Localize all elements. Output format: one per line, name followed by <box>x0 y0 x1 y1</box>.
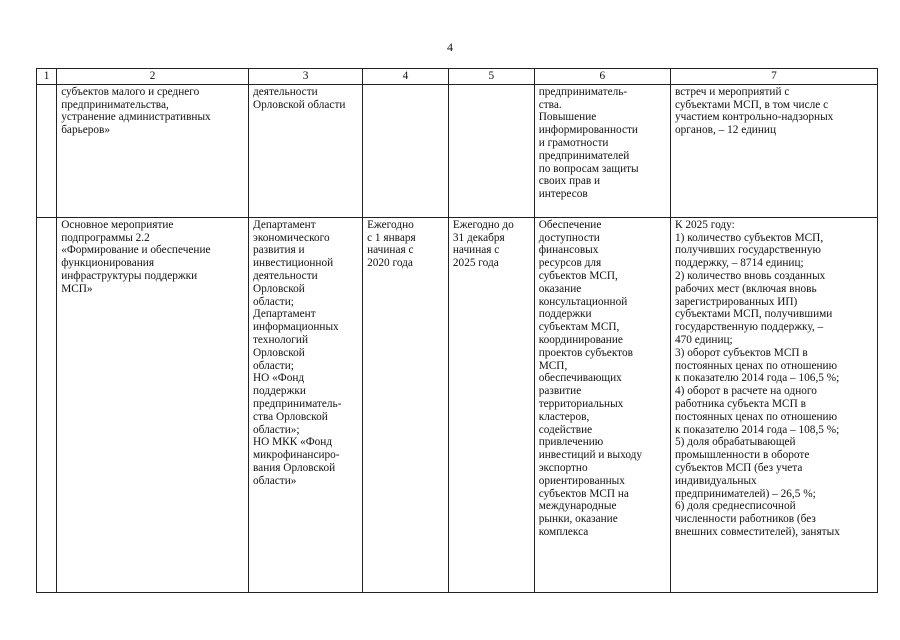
row1-col3-executor: деятельности Орловской области <box>249 84 363 217</box>
row1-col6-result: предприниматель- ства. Повышение информированности и грамотности предпринимателей по вопросам защиты своих прав и интересов <box>534 84 670 217</box>
column-header-1: 1 <box>37 69 57 85</box>
row2-col4-start: Ежегодно с 1 января начиная с 2020 года <box>363 217 449 592</box>
row1-col4-start <box>363 84 449 217</box>
row1-col7-indicators: встреч и мероприятий с субъектами МСП, в том числе с участием контрольно-надзорных органов, – 12 единиц <box>670 84 877 217</box>
program-table <box>36 68 878 593</box>
table-header-row <box>37 69 878 85</box>
row2-col2-event-name: Основное мероприятие подпрограммы 2.2 «Формирование и обеспечение функционирования инфраструктуры поддержки МСП» <box>57 217 249 592</box>
column-header-5: 5 <box>448 69 534 85</box>
row2-col1-number <box>37 217 57 592</box>
row2-col6-result: Обеспечение доступности финансовых ресурсов для субъектов МСП, оказание консультационной поддержки субъектам МСП, координирование проектов субъектов МСП, обеспечивающих развитие территориальных кластеров, содействие привлечению инвестиций и выходу экспортно ориентированных субъектов МСП на международные рынки, оказание комплекса <box>534 217 670 592</box>
row2-col3-executor: Департамент экономического развития и инвестиционной деятельности Орловской области; Департамент информационных технологий Орловской области; НО «Фонд поддержки предприниматель- ства Орловской области»; НО МКК «Фонд микрофинансиро- вания Орловской области» <box>249 217 363 592</box>
column-header-2: 2 <box>57 69 249 85</box>
column-header-3: 3 <box>249 69 363 85</box>
column-header-7: 7 <box>670 69 877 85</box>
row1-col5-end <box>448 84 534 217</box>
table-row <box>37 84 878 217</box>
column-header-6: 6 <box>534 69 670 85</box>
column-header-4: 4 <box>363 69 449 85</box>
table-row <box>37 217 878 592</box>
row2-col7-indicators: К 2025 году: 1) количество субъектов МСП, получивших государственную поддержку, – 8714 единиц; 2) количество вновь созданных рабочих мест (включая вновь зарегистрированных ИП) субъектами МСП, получившими государственную поддержку, – 470 единиц; 3) оборот субъектов МСП в постоянных ценах по отношению к показателю 2014 года – 106,5 %; 4) оборот в расчете на одного работника субъекта МСП в постоянных ценах по отношению к показателю 2014 года – 108,5 %; 5) доля обрабатывающей промышленности в обороте субъектов МСП (без учета индивидуальных предпринимателей) – 26,5 %; 6) доля среднесписочной численности работников (без внешних совместителей), занятых <box>670 217 877 592</box>
page-number: 4 <box>447 40 453 54</box>
row1-col1-number <box>37 84 57 217</box>
row2-col5-end: Ежегодно до 31 декабря начиная с 2025 года <box>448 217 534 592</box>
row1-col2-event-name: субъектов малого и среднего предпринимательства, устранение административных барьеров» <box>57 84 249 217</box>
